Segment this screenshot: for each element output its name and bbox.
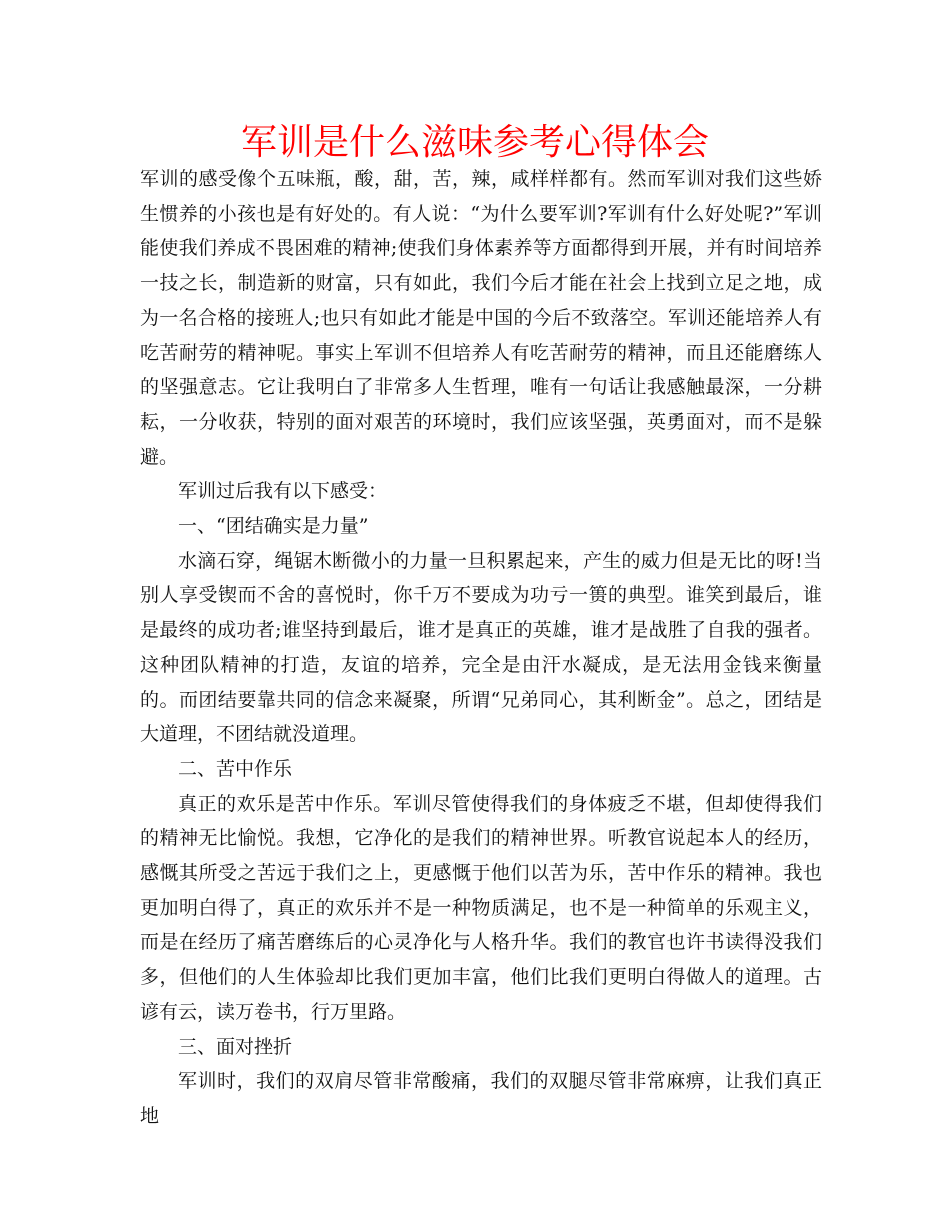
section-heading-joy-in-hardship: 二、苦中作乐 bbox=[178, 757, 293, 780]
section-heading-unity: 一、“团结确实是力量” bbox=[178, 515, 369, 538]
paragraph-joy-in-hardship: 真正的欢乐是苦中作乐。军训尽管使得我们的身体疲乏不堪，但却使得我们的精神无比愉悦。我想，它净化的是我们的精神世界。听教官说起本人的经历，感慨其所受之苦远于我们之上，更感慨于他们以苦为乐，苦中作乐的精神。我也更加明白得了，真正的欢乐并不是一种物质满足，也不是一种简单的乐观主义，而是在经历了痛苦磨练后的心灵净化与人格升华。我们的教官也许书读得没我们多，但他们的人生体验却比我们更加丰富，他们比我们更明白得做人的道理。古谚有云，读万卷书，行万里路。 bbox=[140, 792, 822, 1023]
section-heading-facing-setbacks: 三、面对挫折 bbox=[178, 1035, 293, 1058]
paragraph-unity: 水滴石穿，绳锯木断微小的力量一旦积累起来，产生的威力但是无比的呀!当别人享受锲而不舍的喜悦时，你千万不要成为功亏一篑的典型。谁笑到最后，谁是最终的成功者;谁坚持到最后，谁才是真正的英雄，谁才是战胜了自我的强者。这种团队精神的打造，友谊的培养，完全是由汗水凝成，是无法用金钱来衡量的。而团结要靠共同的信念来凝聚，所谓“兄弟同心，其利断金”。总之，团结是大道理，不团结就没道理。 bbox=[140, 549, 822, 746]
document-body bbox=[140, 162, 822, 1134]
document-title: 军训是什么滋味参考心得体会 bbox=[240, 122, 709, 163]
paragraph-intro: 军训的感受像个五味瓶，酸，甜，苦，辣，咸样样都有。然而军训对我们这些娇生惯养的小孩也是有好处的。有人说：“为什么要军训?军训有什么好处呢?”军训能使我们养成不畏困难的精神;使我们身体素养等方面都得到开展，并有时间培养一技之长，制造新的财富，只有如此，我们今后才能在社会上找到立足之地，成为一名合格的接班人;也只有如此才能是中国的今后不致落空。军训还能培养人有吃苦耐劳的精神呢。事实上军训不但培养人有吃苦耐劳的精神，而且还能磨练人的坚强意志。它让我明白了非常多人生哲理，唯有一句话让我感触最深，一分耕耘，一分收获，特别的面对艰苦的环境时，我们应该坚强，英勇面对，而不是躲避。 bbox=[140, 168, 822, 468]
paragraph-facing-setbacks: 军训时，我们的双肩尽管非常酸痛，我们的双腿尽管非常麻痹，让我们真正地 bbox=[140, 1070, 822, 1127]
paragraph-feelings-intro: 军训过后我有以下感受： bbox=[178, 480, 388, 503]
